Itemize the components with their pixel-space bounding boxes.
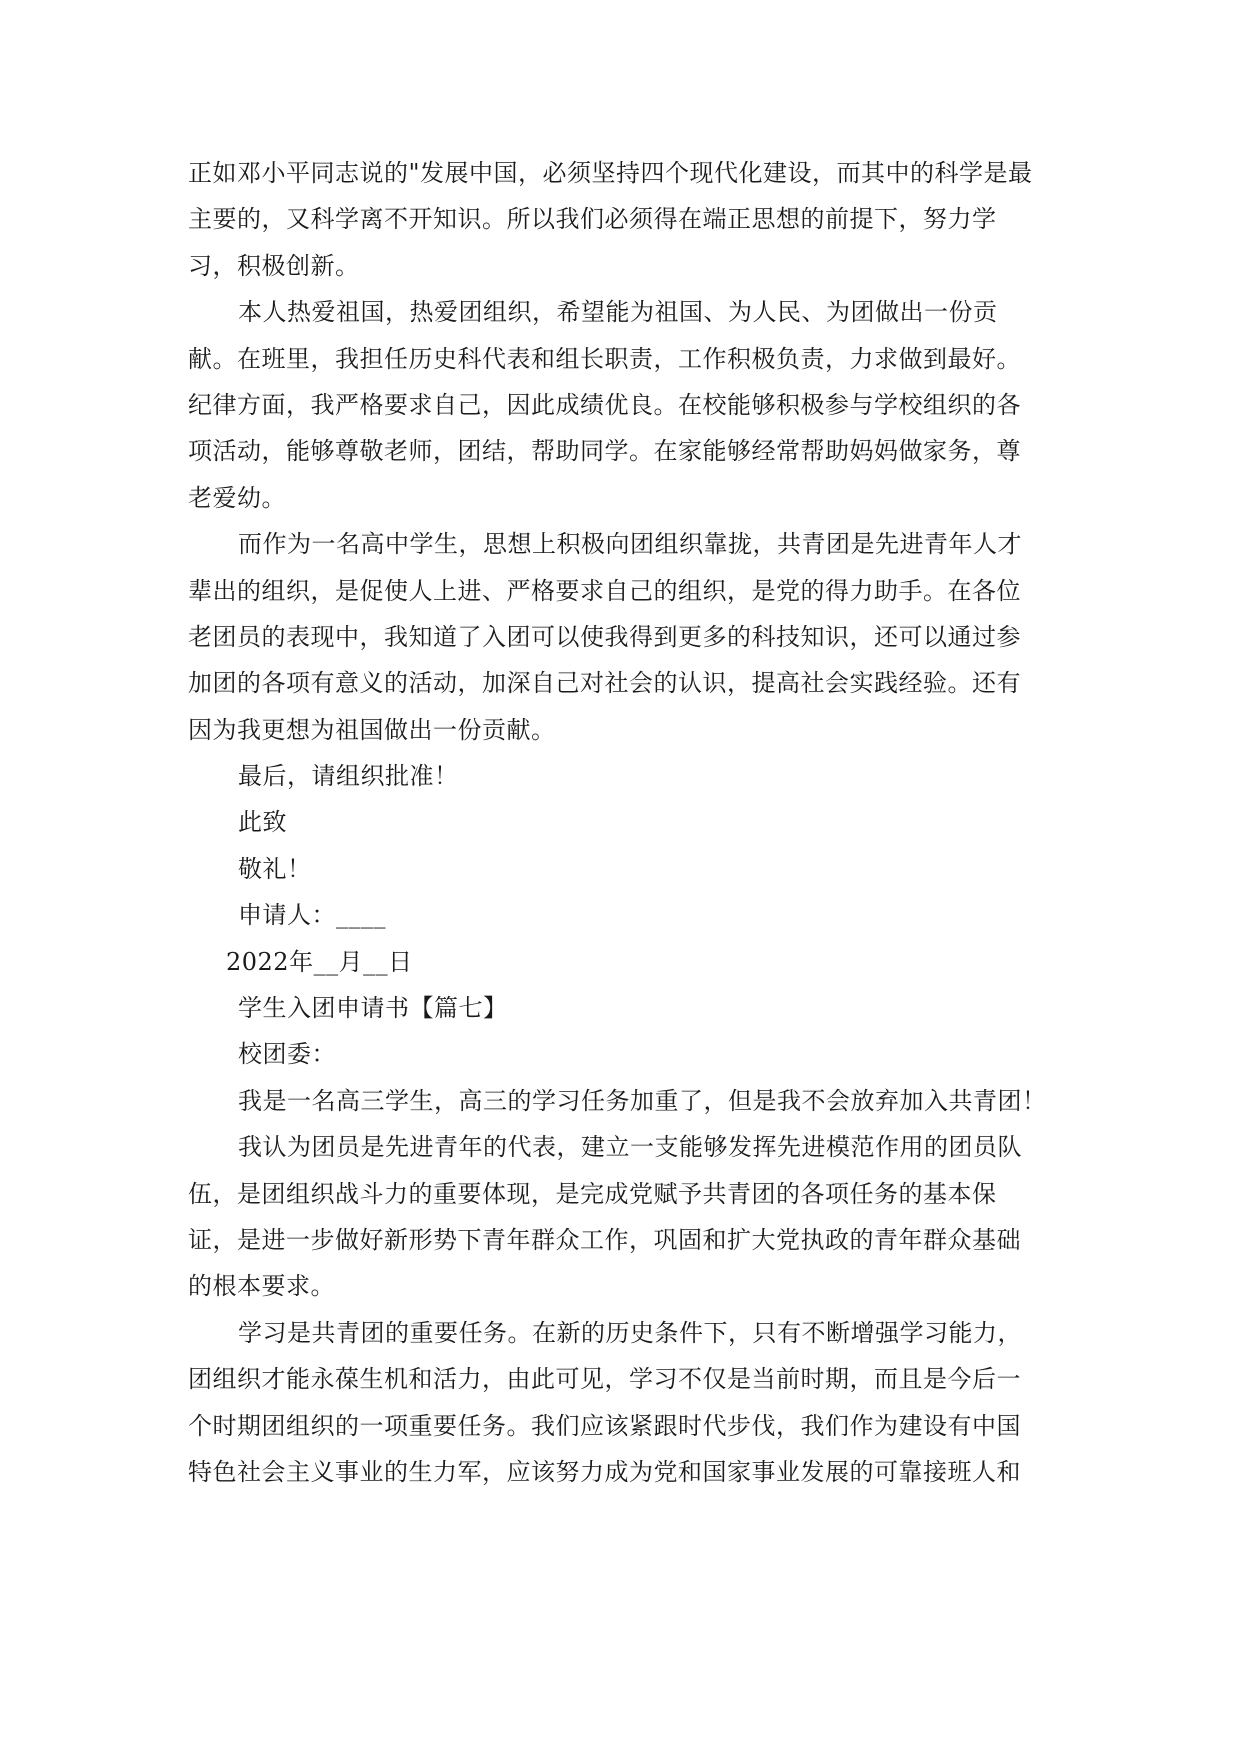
text-line: 纪律方面，我严格要求自己，因此成绩优良。在校能够积极参与学校组织的各 — [188, 390, 1021, 419]
text-line: 证，是进一步做好新形势下青年群众工作，巩固和扩大党执政的青年群众基础 — [188, 1225, 1021, 1254]
text-line: 个时期团组织的一项重要任务。我们应该紧跟时代步伐，我们作为建设有中国 — [188, 1411, 1021, 1440]
text-line: 加团的各项有意义的活动，加深自己对社会的认识，提高社会实践经验。还有 — [188, 669, 1021, 698]
text-line: 献。在班里，我担任历史科代表和组长职责，工作积极负责，力求做到最好。 — [188, 344, 1021, 373]
text-line: 习，积极创新。 — [188, 251, 360, 280]
text-line: 我认为团员是先进青年的代表，建立一支能够发挥先进模范作用的团员队 — [238, 1133, 1022, 1162]
text-line: 而作为一名高中学生，思想上积极向团组织靠拢，共青团是先进青年人才 — [238, 530, 1022, 559]
text-line: 本人热爱祖国，热爱团组织，希望能为祖国、为人民、为团做出一份贡 — [238, 298, 998, 327]
closing-regards: 敬礼！ — [238, 854, 312, 883]
closing-request: 最后，请组织批准！ — [238, 762, 459, 791]
section-heading: 学生入团申请书【篇七】 — [238, 994, 508, 1023]
text-line: 辈出的组织，是促使人上进、严格要求自己的组织，是党的得力助手。在各位 — [188, 576, 1021, 605]
text-line: 项活动，能够尊敬老师，团结，帮助同学。在家能够经常帮助妈妈做家务，尊 — [188, 437, 1021, 466]
text-line: 因为我更想为祖国做出一份贡献。 — [188, 715, 556, 744]
applicant-signature: 申请人：____ — [238, 901, 386, 930]
application-date: 2022年__月__日 — [226, 947, 413, 976]
text-line: 学习是共青团的重要任务。在新的历史条件下，只有不断增强学习能力， — [238, 1318, 1022, 1347]
document-body — [188, 150, 1058, 1495]
text-line: 正如邓小平同志说的"发展中国，必须坚持四个现代化建设，而其中的科学是最 — [188, 159, 1033, 187]
closing-salutation: 此致 — [238, 808, 287, 837]
text-line: 老爱幼。 — [188, 483, 286, 512]
text-line: 老团员的表现中，我知道了入团可以使我得到更多的科技知识，还可以通过参 — [188, 622, 1021, 651]
text-line: 特色社会主义事业的生力军，应该努力成为党和国家事业发展的可靠接班人和 — [188, 1457, 1021, 1486]
addressee: 校团委： — [238, 1040, 336, 1069]
text-line: 主要的，又科学离不开知识。所以我们必须得在端正思想的前提下，努力学 — [188, 205, 997, 234]
text-line: 团组织才能永葆生机和活力，由此可见，学习不仅是当前时期，而且是今后一 — [188, 1365, 1021, 1394]
text-line: 的根本要求。 — [188, 1272, 335, 1301]
text-line: 我是一名高三学生，高三的学习任务加重了，但是我不会放弃加入共青团！ — [238, 1086, 1047, 1115]
text-line: 伍，是团组织战斗力的重要体现，是完成党赋予共青团的各项任务的基本保 — [188, 1179, 997, 1208]
